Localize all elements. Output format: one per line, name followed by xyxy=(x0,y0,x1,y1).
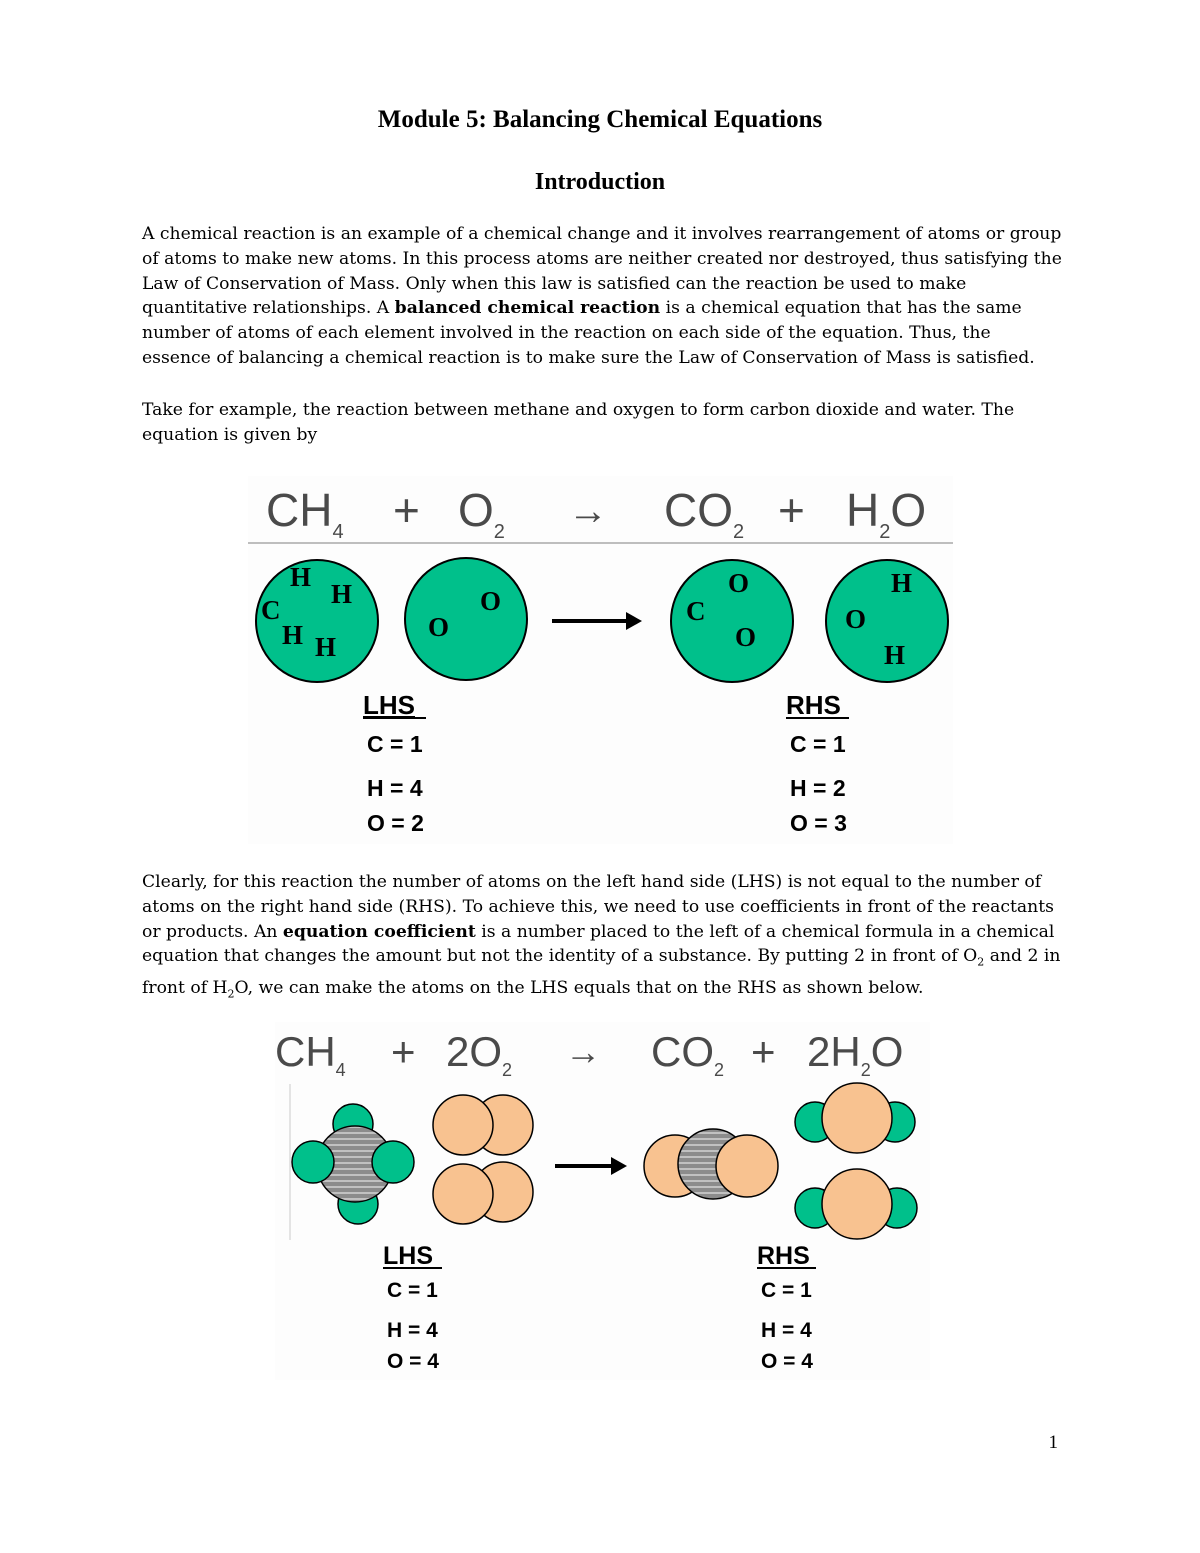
svg-text:CH4 xyxy=(266,484,344,543)
coefficient-paragraph xyxy=(142,870,1062,1007)
oxygen-molecule xyxy=(405,558,527,680)
lhs-oxygen-count: O = 2 xyxy=(367,810,424,836)
lhs-hydrogen-count: H = 4 xyxy=(387,1319,438,1342)
atom-label: H xyxy=(315,632,337,662)
atom-label: C xyxy=(686,596,706,626)
atom-label: O xyxy=(480,586,502,616)
atom-label: C xyxy=(261,595,281,625)
bold-term: balanced chemical reaction xyxy=(394,298,661,319)
atom-label: O xyxy=(845,604,867,634)
svg-text:CO2 xyxy=(664,484,744,543)
atom-label: H xyxy=(891,568,913,598)
rhs-label: RHS xyxy=(786,690,841,720)
eq-h: H xyxy=(846,484,880,536)
unbalanced-equation-figure xyxy=(248,476,953,844)
svg-text:CO2 xyxy=(651,1028,724,1080)
eq-co-sub: 2 xyxy=(714,1060,725,1080)
paragraph-text: A chemical reaction is an example of a chemical change and it involves rearrangement of atoms or group of atoms to make new atoms. In this process atoms are neither created nor destroyed, thus satisfying the Law of Conservation of Mass. Only when this law is satisfied can the reaction be used to make quantitative relationships. A xyxy=(142,224,1062,319)
lhs-carbon-count: C = 1 xyxy=(387,1279,438,1302)
paragraph-text: O, we can make the atoms on the LHS equals that on the RHS as shown below. xyxy=(234,977,924,998)
lhs-oxygen-count: O = 4 xyxy=(387,1350,439,1373)
lhs-label: LHS xyxy=(383,1242,433,1270)
oxygen-model xyxy=(433,1095,533,1155)
svg-text:2H2O xyxy=(807,1028,903,1080)
eq-co: CO xyxy=(664,484,733,536)
page-title: Module 5: Balancing Chemical Equations xyxy=(377,106,823,133)
lhs-hydrogen-count: H = 4 xyxy=(367,775,423,801)
balanced-equation-figure xyxy=(275,1022,930,1380)
atom-label: H xyxy=(331,579,353,609)
paragraph-text: and 2 in front of H xyxy=(142,946,1061,998)
section-heading: Introduction xyxy=(534,169,666,195)
eq-o: 2O xyxy=(446,1028,503,1075)
page-number: 1 xyxy=(1048,1432,1058,1453)
eq-plus: + xyxy=(751,1028,776,1075)
eq-plus: + xyxy=(778,484,805,536)
svg-text:CH4 xyxy=(275,1028,346,1080)
eq-o: O xyxy=(890,484,927,536)
carbon-dioxide-model xyxy=(644,1129,778,1199)
eq-ch-sub: 4 xyxy=(332,521,344,543)
eq-ch: CH xyxy=(266,484,333,536)
paragraph-text: is a chemical equation that has the same number of atoms of each element involved in the reaction on each side of the equation. Thus, the essence of balancing a chemical reaction is to make sure the Law of Conservation of Mass is satisfied. xyxy=(142,298,1035,368)
bold-term: equation coefficient xyxy=(282,921,476,942)
subscript: 2 xyxy=(227,987,235,1001)
eq-h-sub: 2 xyxy=(879,521,891,543)
paragraph-text: is a number placed to the left of a chemical formula in a chemical equation that changes the amount but not the identity of a substance. By putting 2 in front of O xyxy=(142,921,1055,967)
intro-paragraph xyxy=(142,222,1062,371)
example-paragraph: Take for example, the reaction between methane and oxygen to form carbon dioxide and water. The equation is given by xyxy=(142,400,1015,445)
eq-o-sub: 2 xyxy=(502,1060,513,1080)
eq-ch-sub: 4 xyxy=(335,1060,346,1080)
eq-co: CO xyxy=(651,1028,714,1075)
eq-ch: CH xyxy=(275,1028,336,1075)
eq-plus: + xyxy=(391,1028,416,1075)
rhs-carbon-count: C = 1 xyxy=(761,1279,812,1302)
eq-o-sub: 2 xyxy=(493,521,505,543)
rhs-carbon-count: C = 1 xyxy=(790,731,846,757)
eq-plus: + xyxy=(393,484,420,536)
rhs-hydrogen-count: H = 2 xyxy=(790,775,846,801)
atom-label: H xyxy=(884,640,906,670)
eq-arrow: → xyxy=(568,489,608,533)
eq-arrow: → xyxy=(565,1031,601,1072)
atom-label: O xyxy=(735,622,757,652)
lhs-carbon-count: C = 1 xyxy=(367,731,423,757)
lhs-label: LHS xyxy=(363,690,415,720)
oxygen-model xyxy=(433,1162,533,1224)
subscript: 2 xyxy=(977,955,985,969)
eq-o: O xyxy=(870,1028,904,1075)
eq-o: O xyxy=(458,484,494,536)
paragraph-text: Clearly, for this reaction the number of atoms on the left hand side (LHS) is not equal to the number of atoms on the right hand side (RHS). To achieve this, we need to use coefficients in front of the reactants or products. An xyxy=(142,872,1054,942)
rhs-oxygen-count: O = 4 xyxy=(761,1350,813,1373)
rhs-hydrogen-count: H = 4 xyxy=(761,1319,812,1342)
rhs-label: RHS xyxy=(757,1242,810,1270)
atom-label: O xyxy=(428,612,450,642)
rhs-oxygen-count: O = 3 xyxy=(790,810,847,836)
eq-h-sub: 2 xyxy=(860,1060,871,1080)
atom-label: H xyxy=(290,562,312,592)
atom-label: H xyxy=(282,620,304,650)
eq-h: 2H xyxy=(807,1028,861,1075)
eq-co-sub: 2 xyxy=(733,521,745,543)
atom-label: O xyxy=(728,568,750,598)
